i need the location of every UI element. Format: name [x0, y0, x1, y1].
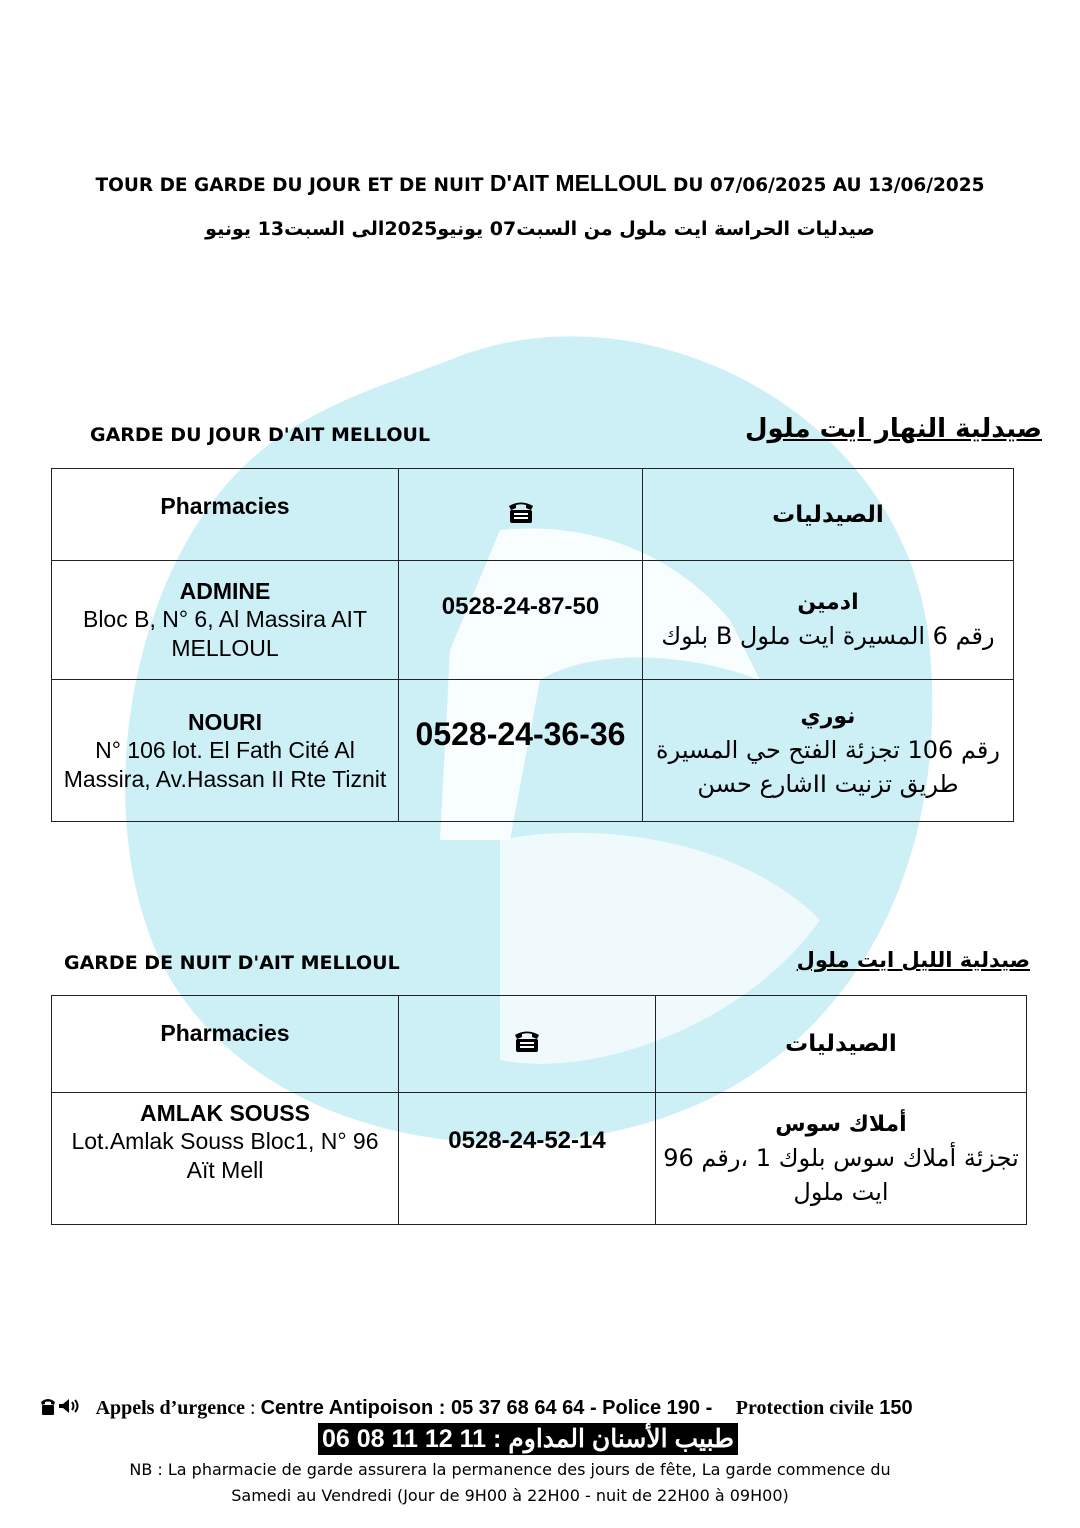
protection-civile-label: Protection civile [735, 1397, 874, 1419]
pharmacy-phone: 0528-24-87-50 [441, 593, 600, 620]
pharmacy-ar-cell [656, 1093, 1027, 1225]
emergency-calls [40, 1396, 1050, 1420]
pharmacy-name-fr: ADMINE [179, 578, 271, 604]
pharmacy-address-ar: رقم 6 المسيرة ايت ملول B بلوك [661, 622, 995, 650]
pharmacy-name-ar: ادمين [797, 590, 859, 615]
protection-civile-number: 150 [879, 1397, 913, 1419]
jour-title-ar: صيدلية النهار ايت ملول [744, 414, 1042, 444]
pharmacy-address-ar: تجزئة أملاك سوس بلوك 1 ،رقم 96 ايت ملول [663, 1143, 1019, 1206]
urgence-separator: : [245, 1397, 261, 1419]
title-fr-start: TOUR DE GARDE DU JOUR ET DE NUIT [95, 175, 490, 196]
col-pharmacies-ar: الصيدليات [656, 996, 1027, 1093]
pharmacy-name-ar: أملاك سوس [775, 1111, 907, 1137]
page-title-fr [0, 170, 1080, 197]
antipoison-police: Centre Antipoison : 05 37 68 64 64 - Police 190 - [260, 1397, 713, 1419]
col-pharmacies-fr: Pharmacies [52, 996, 399, 1093]
pharmacy-fr-cell [52, 1093, 399, 1225]
nb-note [80, 1457, 940, 1509]
pharmacy-fr-cell [52, 561, 399, 680]
nb-line-1: NB : La pharmacie de garde assurera la permanence des jours de fête, La garde commence du [129, 1460, 891, 1479]
pharmacy-ar-cell [643, 561, 1014, 680]
pharmacy-phone-cell [399, 561, 643, 680]
jour-title-fr: GARDE DU JOUR D'AIT MELLOUL [90, 424, 431, 446]
telephone-icon [512, 1028, 542, 1054]
col-phone [399, 469, 643, 561]
nuit-title-fr: GARDE DE NUIT D'AIT MELLOUL [64, 952, 400, 974]
nuit-table [51, 995, 1027, 1225]
pharmacy-address-fr: Bloc B, N° 6, Al Massira AIT MELLOUL [82, 606, 367, 661]
pharmacy-address-fr: N° 106 lot. El Fath Cité Al Massira, Av.Hassan II Rte Tiznit [63, 736, 387, 792]
nuit-table-header [52, 996, 1027, 1093]
pharmacy-phone: 0528-24-52-14 [448, 1127, 606, 1154]
jour-table-header [52, 469, 1014, 561]
nuit-title-ar: صيدلية الليل ايت ملول [796, 948, 1030, 972]
pharmacy-name-fr: AMLAK SOUSS [140, 1100, 310, 1126]
title-fr-dates: DU 07/06/2025 AU 13/06/2025 [666, 175, 985, 196]
telephone-icon [506, 499, 536, 525]
pharmacy-address-fr: Lot.Amlak Souss Bloc1, N° 96 Aït Mell [71, 1128, 379, 1183]
col-phone [399, 996, 656, 1093]
pharmacy-phone-cell [399, 1093, 656, 1225]
phone-speaker-icon [40, 1396, 82, 1416]
pharmacy-address-ar: رقم 106 تجزئة الفتح حي المسيرة طريق تزنيت IIشارع حسن [656, 735, 1000, 798]
col-pharmacies-ar: الصيدليات [643, 469, 1014, 561]
nb-line-2: Samedi au Vendredi (Jour de 9H00 à 22H00 - nuit de 22H00 à 09H00) [231, 1486, 789, 1505]
table-row [52, 1093, 1027, 1225]
dentist-banner: طبيب الأسنان المداوم : 11 12 11 08 06 [318, 1423, 738, 1455]
pharmacy-name-ar: نوري [800, 703, 856, 729]
table-row [52, 680, 1014, 822]
pharmacy-name-fr: NOURI [187, 708, 263, 735]
table-row [52, 561, 1014, 680]
jour-table [51, 468, 1014, 822]
col-pharmacies-fr: Pharmacies [52, 469, 399, 561]
pharmacy-phone: 0528-24-36-36 [415, 716, 626, 752]
urgence-label: Appels d’urgence [95, 1397, 246, 1419]
pharmacy-phone-cell [399, 680, 643, 822]
title-fr-city: D'AIT MELLOUL [489, 170, 667, 196]
pharmacy-fr-cell [52, 680, 399, 822]
page-title-ar: صيدليات الحراسة ايت ملول من السبت07 يونيو2025الى السبت13 يونيو [205, 218, 875, 240]
pharmacy-ar-cell [643, 680, 1014, 822]
